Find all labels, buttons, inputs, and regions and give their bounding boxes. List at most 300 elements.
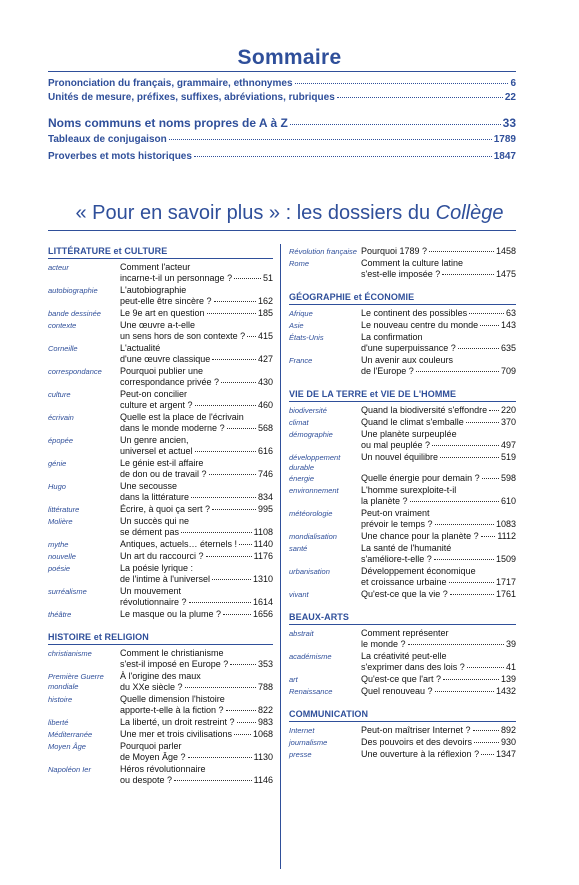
entry-body bbox=[120, 648, 273, 670]
entry-body bbox=[120, 458, 273, 480]
entry-body bbox=[120, 412, 273, 434]
dossier-entry[interactable] bbox=[48, 516, 273, 538]
entry-topic: Renaissance bbox=[289, 687, 333, 696]
dossier-entry[interactable] bbox=[289, 332, 516, 354]
entry-page: 1458 bbox=[495, 246, 516, 256]
entry-page: 822 bbox=[257, 705, 273, 715]
entry-title-text: Écrire, à quoi ça sert ? bbox=[120, 504, 211, 514]
entry-title-text: Le continent des possibles bbox=[361, 308, 468, 318]
entry-title-line: Quelle est la place de l'écrivain bbox=[120, 412, 244, 422]
dossier-entry[interactable] bbox=[289, 452, 516, 472]
leader-dots bbox=[489, 410, 499, 411]
entry-title-last-line bbox=[120, 682, 273, 693]
leader-dots bbox=[237, 722, 256, 723]
entry-body bbox=[120, 504, 273, 515]
entry-page: 892 bbox=[500, 725, 516, 735]
toc-line[interactable] bbox=[48, 92, 516, 103]
entry-title-last-line bbox=[120, 504, 273, 515]
entry-page: 1432 bbox=[495, 686, 516, 696]
entry-title-last-line bbox=[120, 308, 273, 319]
toc-label: Unités de mesure, préfixes, suffixes, abréviations, rubriques bbox=[48, 92, 335, 103]
leader-dots bbox=[450, 594, 494, 595]
entry-title-last-line bbox=[120, 446, 273, 457]
entry-title-last-line bbox=[361, 674, 516, 685]
dossier-entry[interactable] bbox=[48, 586, 273, 608]
entry-page: 1108 bbox=[253, 527, 273, 537]
leader-dots bbox=[295, 83, 509, 84]
entry-body bbox=[361, 485, 516, 507]
entry-title-last-line bbox=[361, 737, 516, 748]
entry-body bbox=[361, 258, 516, 280]
entry-title-text: d'une œuvre classique bbox=[120, 354, 211, 364]
entry-title-last-line bbox=[120, 597, 273, 608]
entry-title-text: Le masque ou la plume ? bbox=[120, 609, 222, 619]
entry-page: 983 bbox=[257, 717, 273, 727]
entry-title-last-line bbox=[361, 554, 516, 565]
entry-topic: bande dessinée bbox=[48, 309, 101, 318]
dossier-entry[interactable] bbox=[48, 458, 273, 480]
entry-body bbox=[361, 566, 516, 588]
entry-topic: Moyen Âge bbox=[48, 742, 86, 751]
dossier-entry[interactable] bbox=[48, 729, 273, 740]
dossier-entry[interactable] bbox=[289, 258, 516, 280]
dossier-entry[interactable] bbox=[289, 355, 516, 377]
entry-page: 519 bbox=[500, 452, 516, 462]
entry-title-line: La confirmation bbox=[361, 332, 423, 342]
leader-dots bbox=[212, 359, 256, 360]
entry-title-last-line bbox=[361, 589, 516, 600]
entry-topic: contexte bbox=[48, 321, 77, 330]
dossier-entry[interactable] bbox=[48, 262, 273, 284]
leader-dots bbox=[206, 556, 252, 557]
entry-title-last-line bbox=[120, 423, 273, 434]
entry-title-text: Qu'est-ce que la vie ? bbox=[361, 589, 448, 599]
dossier-entry[interactable] bbox=[48, 741, 273, 763]
dossier-entry[interactable] bbox=[289, 508, 516, 530]
entry-title-text: de l'Europe ? bbox=[361, 366, 414, 376]
entry-title-last-line bbox=[120, 527, 273, 538]
leader-dots bbox=[188, 757, 252, 758]
leader-dots bbox=[434, 559, 494, 560]
leader-dots bbox=[227, 428, 256, 429]
dossier-entry[interactable] bbox=[48, 504, 273, 515]
entry-topic: Révolution française bbox=[289, 247, 357, 256]
dossier-entry[interactable] bbox=[289, 405, 516, 416]
entry-title-line: Le génie est-il affaire bbox=[120, 458, 204, 468]
leader-dots bbox=[435, 524, 494, 525]
entry-title-line: Une œuvre a-t-elle bbox=[120, 320, 196, 330]
entry-title-text: la planète ? bbox=[361, 496, 408, 506]
toc-line[interactable] bbox=[48, 151, 516, 162]
dossier-entry[interactable] bbox=[289, 320, 516, 331]
leader-dots bbox=[212, 509, 256, 510]
column-divider bbox=[280, 244, 281, 869]
entry-topic: environnement bbox=[289, 486, 339, 495]
entry-title-text: s'est-il imposé en Europe ? bbox=[120, 659, 229, 669]
entry-title-text: du XXe siècle ? bbox=[120, 682, 183, 692]
leader-dots bbox=[408, 644, 504, 645]
dossiers-rule bbox=[48, 230, 516, 231]
entry-topic: mythe bbox=[48, 540, 69, 549]
entry-title-text: Le 9e art en question bbox=[120, 308, 205, 318]
entry-body bbox=[361, 628, 516, 650]
entry-title-line: À l'origine des maux bbox=[120, 671, 201, 681]
leader-dots bbox=[458, 348, 499, 349]
entry-title-last-line bbox=[120, 469, 273, 480]
entry-topic: académisme bbox=[289, 652, 332, 661]
entry-title-text: le monde ? bbox=[361, 639, 406, 649]
entry-title-line: Héros révolutionnaire bbox=[120, 764, 206, 774]
entry-page: 930 bbox=[500, 737, 516, 747]
entry-title-last-line bbox=[361, 343, 516, 354]
entry-body bbox=[120, 671, 273, 693]
leader-dots bbox=[337, 97, 503, 98]
toc-line[interactable] bbox=[48, 134, 516, 145]
entry-title-line: Comment représenter bbox=[361, 628, 449, 638]
entry-topic: Corneille bbox=[48, 344, 78, 353]
entry-title-text: Quelle énergie pour demain ? bbox=[361, 473, 480, 483]
section-heading: VIE DE LA TERRE et VIE DE L'HOMME bbox=[289, 389, 516, 402]
entry-body bbox=[361, 320, 516, 331]
dossier-entry[interactable] bbox=[48, 551, 273, 562]
leader-dots bbox=[474, 742, 499, 743]
leader-dots bbox=[449, 582, 494, 583]
entry-topic: liberté bbox=[48, 718, 69, 727]
entry-title-text: s'améliore-t-elle ? bbox=[361, 554, 432, 564]
entry-page: 1509 bbox=[495, 554, 516, 564]
entry-topic: théâtre bbox=[48, 610, 72, 619]
entry-title-line: Un avenir aux couleurs bbox=[361, 355, 454, 365]
entry-topic: surréalisme bbox=[48, 587, 87, 596]
entry-body bbox=[361, 589, 516, 600]
leader-dots bbox=[290, 124, 501, 125]
leader-dots bbox=[473, 730, 499, 731]
entry-title-last-line bbox=[361, 308, 516, 319]
entry-title-text: universel et actuel bbox=[120, 446, 193, 456]
entry-body bbox=[361, 651, 516, 673]
entry-topic: biodiversité bbox=[289, 406, 327, 415]
leader-dots bbox=[429, 251, 494, 252]
entry-topic: santé bbox=[289, 544, 308, 553]
leader-dots bbox=[443, 679, 499, 680]
entry-page: 143 bbox=[500, 320, 516, 330]
entry-topic: art bbox=[289, 675, 298, 684]
leader-dots bbox=[480, 325, 499, 326]
entry-page: 185 bbox=[257, 308, 273, 318]
entry-page: 415 bbox=[257, 331, 273, 341]
dossier-entry[interactable] bbox=[289, 737, 516, 748]
entry-page: 616 bbox=[257, 446, 273, 456]
entry-title-last-line bbox=[361, 577, 516, 588]
entry-body bbox=[120, 308, 273, 319]
dossier-entry[interactable] bbox=[48, 320, 273, 342]
leader-dots bbox=[435, 691, 494, 692]
entry-page: 41 bbox=[505, 662, 516, 672]
dossier-entry[interactable] bbox=[289, 308, 516, 319]
section-heading: BEAUX-ARTS bbox=[289, 612, 516, 625]
toc-line[interactable] bbox=[48, 116, 516, 130]
leader-dots bbox=[221, 382, 256, 383]
entry-body bbox=[361, 473, 516, 484]
entry-topic: histoire bbox=[48, 695, 73, 704]
entry-title-last-line bbox=[361, 417, 516, 428]
dossier-entry[interactable] bbox=[48, 764, 273, 786]
entry-body bbox=[361, 531, 516, 542]
entry-body bbox=[361, 246, 516, 257]
entry-title-text: Pourquoi 1789 ? bbox=[361, 246, 428, 256]
entry-title-text: peut-elle être sincère ? bbox=[120, 296, 212, 306]
dossier-entry[interactable] bbox=[48, 343, 273, 365]
leader-dots bbox=[432, 445, 499, 446]
entry-title-text: Qu'est-ce que l'art ? bbox=[361, 674, 441, 684]
leader-dots bbox=[440, 457, 499, 458]
entry-topic: culture bbox=[48, 390, 71, 399]
entry-title-last-line bbox=[120, 539, 273, 550]
entry-page: 610 bbox=[500, 496, 516, 506]
entry-title-line: L'homme surexploite-t-il bbox=[361, 485, 457, 495]
entry-topic: Afrique bbox=[289, 309, 313, 318]
entry-page: 1310 bbox=[252, 574, 273, 584]
entry-body bbox=[361, 749, 516, 760]
entry-topic: vivant bbox=[289, 590, 309, 599]
entry-page: 1083 bbox=[495, 519, 516, 529]
entry-topic: autobiographie bbox=[48, 286, 98, 295]
entry-title-last-line bbox=[361, 725, 516, 736]
entry-body bbox=[120, 717, 273, 728]
dossier-entry[interactable] bbox=[48, 435, 273, 457]
dossier-entry[interactable] bbox=[48, 648, 273, 670]
dossier-entry[interactable] bbox=[48, 717, 273, 728]
entry-title-line: L'actualité bbox=[120, 343, 161, 353]
leader-dots bbox=[212, 579, 251, 580]
entry-title-last-line bbox=[120, 609, 273, 620]
dossiers-title-italic: Collège bbox=[435, 202, 504, 224]
entry-page: 39 bbox=[505, 639, 516, 649]
entry-title-last-line bbox=[120, 752, 273, 763]
leader-dots bbox=[214, 301, 256, 302]
section-heading: GÉOGRAPHIE et ÉCONOMIE bbox=[289, 292, 516, 305]
entry-topic: Napoléon Ier bbox=[48, 765, 91, 774]
leader-dots bbox=[410, 501, 499, 502]
entry-title-line: Quelle dimension l'histoire bbox=[120, 694, 225, 704]
entry-title-text: Antiques, actuels… éternels ! bbox=[120, 539, 238, 549]
entry-body bbox=[120, 366, 273, 388]
entry-body bbox=[120, 320, 273, 342]
entry-body bbox=[120, 741, 273, 763]
entry-topic: nouvelle bbox=[48, 552, 76, 561]
entry-title-text: révolutionnaire ? bbox=[120, 597, 187, 607]
dossier-entry[interactable] bbox=[48, 285, 273, 307]
dossier-entry[interactable] bbox=[289, 566, 516, 588]
entry-title-last-line bbox=[361, 639, 516, 650]
entry-page: 1146 bbox=[253, 775, 273, 785]
entry-topic: démographie bbox=[289, 430, 333, 439]
entry-title-text: dans la littérature bbox=[120, 492, 190, 502]
entry-title-last-line bbox=[361, 662, 516, 673]
entry-topic: correspondance bbox=[48, 367, 102, 376]
leader-dots bbox=[195, 451, 256, 452]
leader-dots bbox=[482, 478, 499, 479]
toc-line[interactable] bbox=[48, 78, 516, 89]
dossiers-title bbox=[0, 202, 579, 225]
dossier-entry[interactable] bbox=[289, 246, 516, 257]
entry-body bbox=[361, 417, 516, 428]
entry-body bbox=[120, 435, 273, 457]
entry-topic: abstrait bbox=[289, 629, 314, 638]
entry-body bbox=[361, 725, 516, 736]
section-heading: LITTÉRATURE et CULTURE bbox=[48, 246, 273, 259]
entry-title-line: Comment l'acteur bbox=[120, 262, 191, 272]
entry-topic: climat bbox=[289, 418, 309, 427]
dossier-entry[interactable] bbox=[289, 628, 516, 650]
entry-page: 568 bbox=[257, 423, 273, 433]
dossier-entry[interactable] bbox=[48, 308, 273, 319]
leader-dots bbox=[191, 497, 256, 498]
entry-title-last-line bbox=[120, 551, 273, 562]
dossier-entry[interactable] bbox=[289, 543, 516, 565]
entry-title-text: Peut-on maîtriser Internet ? bbox=[361, 725, 471, 735]
entry-title-text: apporte-t-elle à la fiction ? bbox=[120, 705, 224, 715]
entry-title-text: correspondance privée ? bbox=[120, 377, 220, 387]
entry-title-last-line bbox=[361, 452, 516, 463]
leader-dots bbox=[234, 734, 251, 735]
entry-body bbox=[361, 405, 516, 416]
entry-page: 1656 bbox=[252, 609, 273, 619]
entry-topic: Asie bbox=[289, 321, 304, 330]
entry-title-last-line bbox=[120, 296, 273, 307]
entry-title-text: Une ouverture à la réflexion ? bbox=[361, 749, 480, 759]
entry-title-text: un sens hors de son contexte ? bbox=[120, 331, 246, 341]
section-entries bbox=[48, 648, 273, 786]
toc-page: 1789 bbox=[493, 134, 516, 145]
entry-title-line: Pourquoi publier une bbox=[120, 366, 204, 376]
entry-page: 834 bbox=[257, 492, 273, 502]
dossier-entry[interactable] bbox=[48, 609, 273, 620]
dossier-entry[interactable] bbox=[48, 694, 273, 716]
leader-dots bbox=[481, 536, 496, 537]
leader-dots bbox=[481, 754, 494, 755]
entry-title-last-line bbox=[361, 405, 516, 416]
entry-title-line: Comment le christianisme bbox=[120, 648, 224, 658]
entry-page: 1140 bbox=[253, 539, 273, 549]
leader-dots bbox=[416, 371, 499, 372]
entry-body bbox=[361, 737, 516, 748]
left-column bbox=[48, 246, 273, 787]
dossier-entry[interactable] bbox=[289, 473, 516, 484]
entry-title-text: de l'intime à l'universel bbox=[120, 574, 210, 584]
leader-dots bbox=[234, 278, 261, 279]
dossier-entry[interactable] bbox=[289, 485, 516, 507]
dossier-entry[interactable] bbox=[48, 539, 273, 550]
dossier-entry[interactable] bbox=[289, 674, 516, 685]
entry-page: 1614 bbox=[252, 597, 273, 607]
entry-title-text: de Moyen Âge ? bbox=[120, 752, 186, 762]
entry-body bbox=[361, 508, 516, 530]
leader-dots bbox=[189, 602, 251, 603]
entry-topic: poésie bbox=[48, 564, 71, 573]
leader-dots bbox=[466, 422, 499, 423]
dossier-entry[interactable] bbox=[48, 671, 273, 693]
entry-page: 427 bbox=[257, 354, 273, 364]
entry-title-text: Le nouveau centre du monde bbox=[361, 320, 479, 330]
dossiers-title-main: « Pour en savoir plus » : les dossiers du bbox=[75, 202, 436, 224]
entry-topic: génie bbox=[48, 459, 67, 468]
entry-topic: épopée bbox=[48, 436, 74, 445]
entry-page: 497 bbox=[500, 440, 516, 450]
entry-topic: urbanisation bbox=[289, 567, 330, 576]
entry-title-last-line bbox=[361, 366, 516, 377]
entry-page: 139 bbox=[500, 674, 516, 684]
entry-topic: journalisme bbox=[289, 738, 328, 747]
entry-title-last-line bbox=[361, 496, 516, 507]
dossier-entry[interactable] bbox=[48, 366, 273, 388]
section-entries bbox=[48, 262, 273, 620]
entry-page: 460 bbox=[257, 400, 273, 410]
entry-page: 746 bbox=[257, 469, 273, 479]
entry-page: 1717 bbox=[495, 577, 516, 587]
entry-title-text: Des pouvoirs et des devoirs bbox=[361, 737, 473, 747]
section-entries bbox=[289, 246, 516, 280]
section-entries bbox=[289, 725, 516, 760]
dossier-entry[interactable] bbox=[48, 412, 273, 434]
entry-page: 51 bbox=[262, 273, 273, 283]
entry-topic: États-Unis bbox=[289, 333, 324, 342]
entry-title-last-line bbox=[120, 705, 273, 716]
leader-dots bbox=[185, 687, 256, 688]
dossier-entry[interactable] bbox=[289, 725, 516, 736]
leader-dots bbox=[469, 313, 504, 314]
entry-body bbox=[361, 686, 516, 697]
entry-body bbox=[361, 332, 516, 354]
entry-title-line: La poésie lyrique : bbox=[120, 563, 194, 573]
entry-body bbox=[120, 389, 273, 411]
entry-title-text: et croissance urbaine bbox=[361, 577, 447, 587]
entry-title-last-line bbox=[361, 749, 516, 760]
dossier-entry[interactable] bbox=[289, 429, 516, 451]
entry-body bbox=[120, 551, 273, 562]
leader-dots bbox=[194, 156, 492, 157]
dossier-entry[interactable] bbox=[289, 531, 516, 542]
dossier-entry[interactable] bbox=[289, 686, 516, 697]
dossier-entry[interactable] bbox=[289, 417, 516, 428]
section-heading: COMMUNICATION bbox=[289, 709, 516, 722]
leader-dots bbox=[209, 474, 256, 475]
entry-page: 788 bbox=[257, 682, 273, 692]
dossier-entry[interactable] bbox=[289, 749, 516, 760]
entry-topic: écrivain bbox=[48, 413, 74, 422]
entry-page: 1112 bbox=[497, 531, 516, 541]
dossier-entry[interactable] bbox=[289, 651, 516, 673]
entry-body bbox=[361, 429, 516, 451]
entry-title-text: dans le monde moderne ? bbox=[120, 423, 225, 433]
entry-title-text: Quel renouveau ? bbox=[361, 686, 433, 696]
entry-body bbox=[120, 539, 273, 550]
dossier-entry[interactable] bbox=[48, 389, 273, 411]
entry-title-last-line bbox=[120, 377, 273, 388]
entry-title-last-line bbox=[361, 519, 516, 530]
dossier-entry[interactable] bbox=[48, 481, 273, 503]
entry-title-last-line bbox=[120, 574, 273, 585]
entry-title-text: Quand la biodiversité s'effondre bbox=[361, 405, 488, 415]
entry-title-last-line bbox=[361, 440, 516, 451]
leader-dots bbox=[195, 405, 256, 406]
entry-title-text: Une mer et trois civilisations bbox=[120, 729, 233, 739]
toc-page: 33 bbox=[502, 116, 516, 130]
dossier-entry[interactable] bbox=[48, 563, 273, 585]
dossier-entry[interactable] bbox=[289, 589, 516, 600]
toc-label: Tableaux de conjugaison bbox=[48, 134, 167, 145]
entry-title-last-line bbox=[361, 531, 516, 542]
